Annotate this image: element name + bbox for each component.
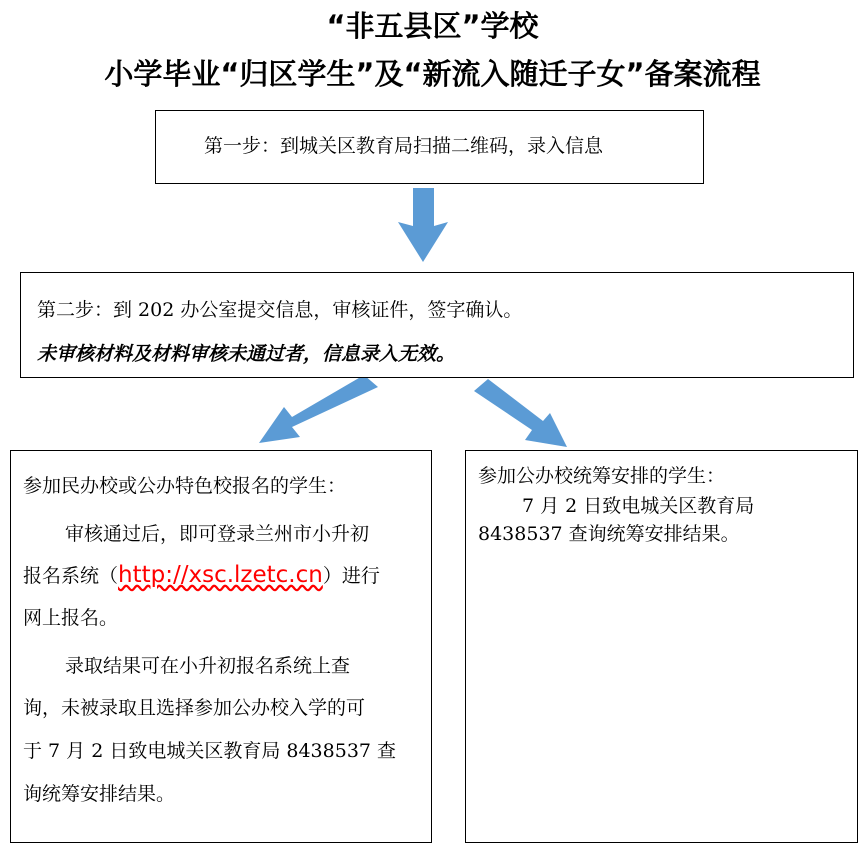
down-right-arrow-icon [474,379,567,447]
step-1-text: 第一步：到城关区教育局扫描二维码，录入信息 [204,135,604,157]
public-school-line1: 7 月 2 日致电城关区教育局 [522,495,755,517]
public-school-box [465,450,858,843]
private-school-p1-line1: 审核通过后，即可登录兰州市小升初 [65,523,370,545]
registration-link[interactable]: http://xsc.lzetc.cn [118,562,323,588]
private-school-p2-line1: 录取结果可在小升初报名系统上查 [65,655,351,677]
url-suffix-text: ）进行 [322,565,380,587]
url-prefix-text: 报名系统（ [23,565,119,587]
down-left-arrow-icon [259,375,378,443]
private-school-p2-line3: 于 7 月 2 日致电城关区教育局 8438537 查 [23,740,397,762]
public-school-heading: 参加公办校统筹安排的学生： [478,465,726,487]
down-arrow-icon [398,188,448,262]
private-school-p1-line2 [23,561,380,588]
private-school-p2-line2: 询，未被录取且选择参加公办校入学的可 [23,697,366,719]
private-school-box [10,450,432,843]
private-school-p2-line4: 询统筹安排结果。 [23,783,176,805]
page-title-line-2: 小学毕业“归区学生”及“新流入随迁子女”备案流程 [104,57,761,91]
page-title-line-1: “非五县区”学校 [326,9,539,43]
step-2-warning: 未审核材料及材料审核未通过者，信息录入无效。 [37,343,456,365]
step-2-box [20,272,854,378]
private-school-p1-line3: 网上报名。 [23,607,119,629]
step-2-text: 第二步：到 202 办公室提交信息，审核证件，签字确认。 [37,299,523,321]
public-school-line2: 8438537 查询统筹安排结果。 [478,523,740,545]
private-school-heading: 参加民办校或公办特色校报名的学生： [23,475,347,497]
